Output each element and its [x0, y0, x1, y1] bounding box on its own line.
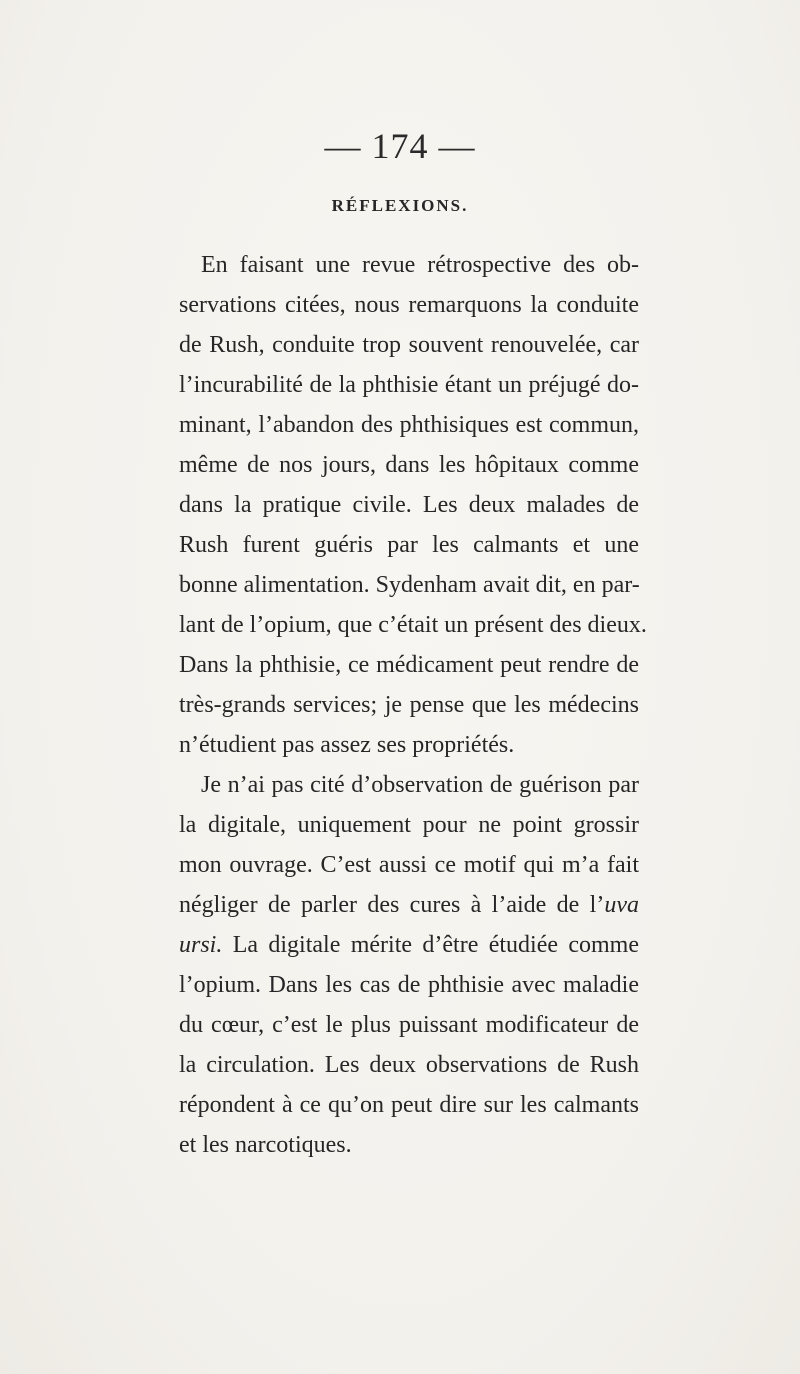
paragraph-1-line-3: de Rush, conduite trop souvent renouvelée, car: [179, 332, 639, 358]
paragraph-1-line-10: lant de l’opium, que c’était un présent des dieux.: [179, 612, 647, 638]
paragraph-1-line-2: servations citées, nous remarquons la conduite: [179, 292, 639, 318]
paragraph-1-line-9: bonne alimentation. Sydenham avait dit, en par-: [179, 572, 640, 598]
paragraph-1-line-1: En faisant une revue rétrospective des ob-: [201, 252, 639, 278]
paragraph-2-line-6: l’opium. Dans les cas de phthisie avec maladie: [179, 972, 639, 998]
paragraph-1-line-11: Dans la phthisie, ce médicament peut rendre de: [179, 652, 639, 678]
paragraph-2-line-5-text: La digitale mérite d’être étudiée comme: [222, 932, 639, 958]
section-heading: RÉFLEXIONS.: [331, 196, 469, 215]
italic-ursi: ursi.: [179, 932, 223, 958]
paragraph-2-line-5: [179, 925, 639, 965]
paragraph-1-line-13: n’étudient pas assez ses propriétés.: [179, 732, 515, 758]
paragraph-1-line-8: Rush furent guéris par les calmants et une: [179, 532, 639, 558]
paragraph-1-line-4: l’incurabilité de la phthisie étant un préjugé do-: [179, 372, 639, 398]
paragraph-2-line-9: répondent à ce qu’on peut dire sur les calmants: [179, 1092, 639, 1118]
page-number: — 174 —: [324, 126, 476, 166]
body-text: [179, 245, 647, 1165]
paragraph-2-line-7: du cœur, c’est le plus puissant modificateur de: [179, 1012, 639, 1038]
paragraph-2-line-1: Je n’ai pas cité d’observation de guérison par: [201, 772, 639, 798]
paragraph-2-line-8: la circulation. Les deux observations de Rush: [179, 1052, 639, 1078]
paragraph-1-line-5: minant, l’abandon des phthisiques est commun,: [179, 412, 639, 438]
italic-uva: uva: [604, 892, 639, 918]
paragraph-1-line-7: dans la pratique civile. Les deux malades de: [179, 492, 639, 518]
paragraph-2-line-10: et les narcotiques.: [179, 1132, 352, 1158]
paragraph-2-line-2: la digitale, uniquement pour ne point grossir: [179, 812, 639, 838]
paragraph-1-line-6: même de nos jours, dans les hôpitaux comme: [179, 452, 639, 478]
paragraph-2-line-3: mon ouvrage. C’est aussi ce motif qui m’a fait: [179, 852, 639, 878]
paragraph-1-line-12: très-grands services; je pense que les médecins: [179, 692, 639, 718]
paragraph-2-line-4: [179, 885, 639, 925]
paragraph-2-line-4-text: négliger de parler des cures à l’aide de l’: [179, 892, 605, 918]
